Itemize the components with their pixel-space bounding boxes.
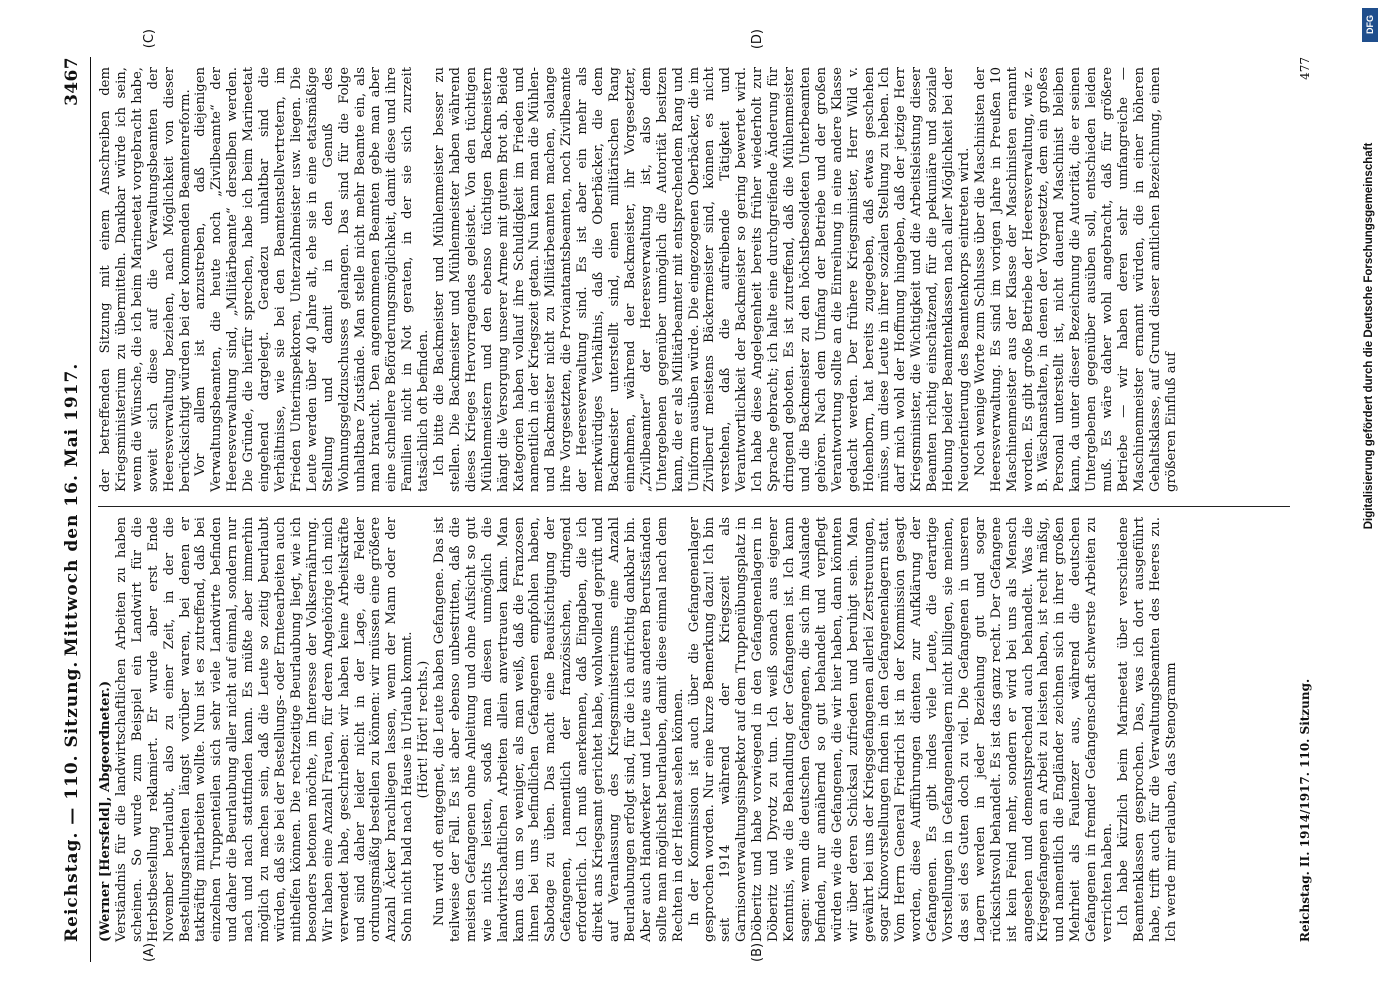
header-rule [90,57,91,962]
dfg-credit-text: Digitalisierung gefördert durch die Deutsche Forschungsgemeinschaft [1363,142,1375,530]
right-paragraph: Ich bitte die Backmeister und Mühlenmeister besser zu stellen. Die Backmeister und Mühlenmeister haben während dieses Krieges Hervorragendes geleistet. Von den tüchtigen Mühlenmeistern und den ebenso tüchtigen Backmeistern hängt die Versorgung unserer Armee mit gutem Brot ab. Beide Kategorien haben vollauf ihre Schuldigkeit im Frieden und namentlich in der Kriegszeit getan. Nun kann man die Mühlen- und Backmeister nicht zu Militärbeamten machen, solange ihre Vorgesetzten, die Proviantamtsbeamten, noch Zivilbeamte der Heeresverwaltung sind. Es ist aber ein mehr als merkwürdiges Verhältnis, daß die Oberbäcker, die dem Backmeister unterstellt sind, einen militärischen Rang einnehmen, während der Backmeister, ihr Vorgesetzter, „Zivilbeamter“ der Heeresverwaltung ist, also dem Untergebenen gegenüber unmöglich die Autorität besitzen kann, die er als Militärbeamter mit entsprechendem Rang und Uniform ausüben würde. Die eingezogenen Oberbäcker, die im Zivilberuf meistens Bäckermeister sind, können es nicht verstehen, daß die aufreibende Tätigkeit und Verantwortlichkeit der Backmeister so gering bewertet wird. Ich habe diese Angelegenheit bereits früher wiederholt zur Sprache gebracht; ich halte eine durchgreifende Änderung für dringend geboten. Es ist zutreffend, daß die Mühlenmeister und die Backmeister zu den höchstbesoldeten Unterbeamten gehören. Nach dem Umfang der Betriebe und der großen Verantwortung sollte an die Einreihung in eine andere Klasse gedacht werden. Der frühere Kriegsminister, Herr Wild v. Hohenborn, hat bereits zugegeben, daß etwas geschehen müsse, um diese Leute in ihrer sozialen Stellung zu heben. Ich darf mich wohl der Hoffnung hingeben, daß der jetzige Herr Kriegsminister, die Wichtigkeit und die Arbeitsleistung dieser Beamten richtig einschätzend, für die pekuniäre und soziale Hebung beider Beamtenklassen nach aller Möglichkeit bei der Neuorientierung des Beamtenkorps eintreten wird. [432,67,972,492]
margin-marker-d: (D) [750,29,765,50]
interjection: (Hört! Hört! rechts.) [416,660,432,799]
left-paragraph: Verständnis für die landwirtschaftlichen Arbeiten zu haben scheinen. So wurde zum Beispiel ein Landwirt für die Herbstbestellung reklamiert. Er wurde aber erst Ende November beurlaubt, also zu einer Zeit, in der die Bestellungsarbeiten längst vorüber waren, bei denen er tatkräftig mitarbeiten wollte. Nun ist es zutreffend, daß bei einzelnen Truppenteilen sich sehr viele Landwirte befinden und daher die Beurlaubung aller nicht auf einmal, sondern nur nach und nach stattfinden kann. Es müßte aber immerhin möglich zu machen sein, daß die Leute so zeitig beurlaubt würden, daß sie bei der Bestellungs- oder Ernteearbeiten auch mithelfen können. Die rechtzeitige Beurlaubung liegt, wie ich besonders betonen möchte, im Interesse der Volksernährung. Wir haben eine Anzahl Frauen, für deren Angehörige ich mich verwendet habe, geschrieben: wir haben keine Arbeitskräfte und sind daher leider nicht in der Lage, die Felder ordnungsmäßig bestellen zu können: wir müssen eine größere Anzahl Äcker brachliegen lassen, wenn der Mann oder der Sohn nicht bald nach Hause in Urlaub kommt. [113,517,416,942]
margin-marker-c: (C) [142,29,157,49]
dfg-side-strip [1359,0,1381,1000]
column-divider [98,506,1290,507]
margin-marker-b: (B) [750,942,765,962]
page-header [60,57,88,962]
left-paragraph: Nun wird oft entgegnet, die Leute haben Gefangene. Das ist teilweise der Fall. Es ist aber ebenso unbestritten, daß die meisten Gefangenen ohne Anleitung und ohne Aufsicht so gut wie nichts leisten, sodaß man diesen unmöglich die landwirtschaftlichen Arbeiten allein anvertrauen kann. Man kann das um so weniger, als man weiß, daß die Franzosen ihnen bei uns befindlichen Gefangenen empfohlen haben, Sabotage zu üben. Das macht eine Beaufsichtigung der Gefangenen, namentlich der französischen, dringend erforderlich. Ich muß anerkennen, daß Eingaben, die ich direkt ans Kriegsamt gerichtet habe, wohlwollend geprüft und auf Veranlassung des Kriegsministeriums eine Anzahl Beurlaubungen erfolgt sind, für die ich aufrichtig dankbar bin. Aber auch Handwerker und Leute aus anderen Berufsständen sollte man möglichst beurlauben, damit diese einmal nach dem Rechten in der Heimat sehen können. [432,517,686,942]
page-number: 3467 [62,57,82,106]
right-paragraph: der betreffenden Sitzung mit einem Anschreiben dem Kriegsministerium zu übermitteln. Dankbar würde ich sein, wenn die Wünsche, die ich beim Marineetat vorgebracht habe, soweit sich diese auf die Verwaltungsbeamten der Heeresverwaltung beziehen, nach Möglichkeit von dieser berücksichtigt würden bei der kommenden Beamtenreform. [98,67,193,492]
footer-left: Reichstag. II. 1914/1917. 110. Sitzung. [1298,678,1312,942]
document-sheet [60,29,1320,962]
left-paragraph: In der Kommission ist auch über die Gefangenenlager gesprochen worden. Nur eine kurze Bemerkung dazu! Ich bin seit 1914 während der Kriegszeit als Garnisonverwaltungsinspektor auf dem Truppenübungsplatz in Döberitz und habe vorwiegend in den Gefangenenlagern in Döberitz und Dyrotz zu tun. Ich weiß sonach aus eigener Kenntnis, wie die Behandlung der Gefangenen ist. Ich kann sagen: wenn die deutschen Gefangenen, die sich im Auslande befinden, nur annähernd so gut behandelt und verpflegt würden wie die Gefangenen, die wir hier haben, dann könnten wir über deren Schicksal zufrieden und beruhigt sein. Man gewährt bei uns der Kriegsgefangenen allerlei Zerstreuungen, sogar Kinovorstellungen finden in den Gefangenenlagern statt. Vom Herrn General Friedrich ist in der Kommission gesagt worden, diese Aufführungen dienten zur Aufklärung der Gefangenen. Es gibt indes viele Leute, die derartige Vorstellungen in Gefangenenlagern nicht billigen, sie meinen, das sei des Guten doch zu viel. Die Gefangenen in unseren Lagern werden in jeder Beziehung gut und sogar rücksichtsvoll behandelt. Es ist das ganz recht. Der Gefangene ist kein Feind mehr, sondern er wird bei uns als Mensch angesehen und dementsprechend auch behandelt. Was die Kriegsgefangenen an Arbeit zu leisten haben, ist recht mäßig, und namentlich die Engländer zeichnen sich in ihrer großen Mehrheit als Faulenzer aus, während die deutschen Gefangenen in fremder Gefangenschaft schwerste Arbeiten zu verrichten haben. [686,517,1116,942]
left-paragraph: Ich habe kürzlich beim Marineetat über verschiedene Beamtenklassen gesprochen. Das, was ich dort ausgeführt habe, trifft auch für die Verwaltungsbeamten des Heeres zu. Ich werde mir erlauben, das Stenogramm [1116,517,1179,942]
left-column [98,517,1290,942]
right-paragraph: Noch wenige Worte zum Schlusse über die Maschinisten der Heeresverwaltung. Es sind im vorigen Jahre in Preußen 10 Maschinenmeister aus der Klasse der Maschinisten ernannt worden. Es gibt große Betriebe der Heeresverwaltung, wie z. B. Wäschanstalten, in denen der Vorgesetzte, dem ein großes Personal unterstellt ist, nicht dauernd Maschinist bleiben kann, da unter dieser Bezeichnung die Autorität, die er seinen Untergebenen gegenüber ausüben soll, entschieden leiden muß. Es wäre daher wohl angebracht, daß für größere Betriebe — wir haben deren sehr umfangreiche — Maschinenmeister ernannt würden, die in einer höheren Gehaltsklasse, auf Grund dieser amtlichen Bezeichnung, einen größeren Einfluß auf [972,67,1179,492]
margin-marker-a: (A) [142,942,157,962]
dfg-logo: DFG [1362,8,1378,42]
speaker-line: (Werner [Hersfeld], Abgeordneter.) [98,680,113,942]
header-left: Reichstag. — 110. Sitzung. [62,660,82,942]
footer-right: 477 [1298,57,1312,80]
right-paragraph: Vor allem ist anzustreben, daß diejenigen Verwaltungsbeamten, die heute noch „Zivilbeamte“ der Heeresverwaltung sind, „Militärbeamte“ derselben werden. Die Gründe, die hierfür sprechen, habe ich beim Marineetat eingehend dargelegt. Geradezu unhaltbar sind die Verhältnisse, wie sie bei den Beamtenstellvertretern, im Frieden Unterinspektoren, Unterzahlmeister usw. liegen. Die Leute werden über 40 Jahre alt, ehe sie in eine etatsmäßige Stellung und damit in den Genuß des Wohnungsgeldzuschusses gelangen. Das sind für die Folge unhaltbare Zustände. Man stelle nicht mehr Beamte ein, als man braucht. Den angenommenen Beamten gebe man aber eine schnellere Beförderungsmöglichkeit, damit diese und ihre Familien nicht in Not geraten, in der sie sich zurzeit tatsächlich oft befinden. [193,67,432,492]
header-date: Mittwoch den 16. Mai 1917. [62,362,82,657]
right-column [98,67,1290,492]
